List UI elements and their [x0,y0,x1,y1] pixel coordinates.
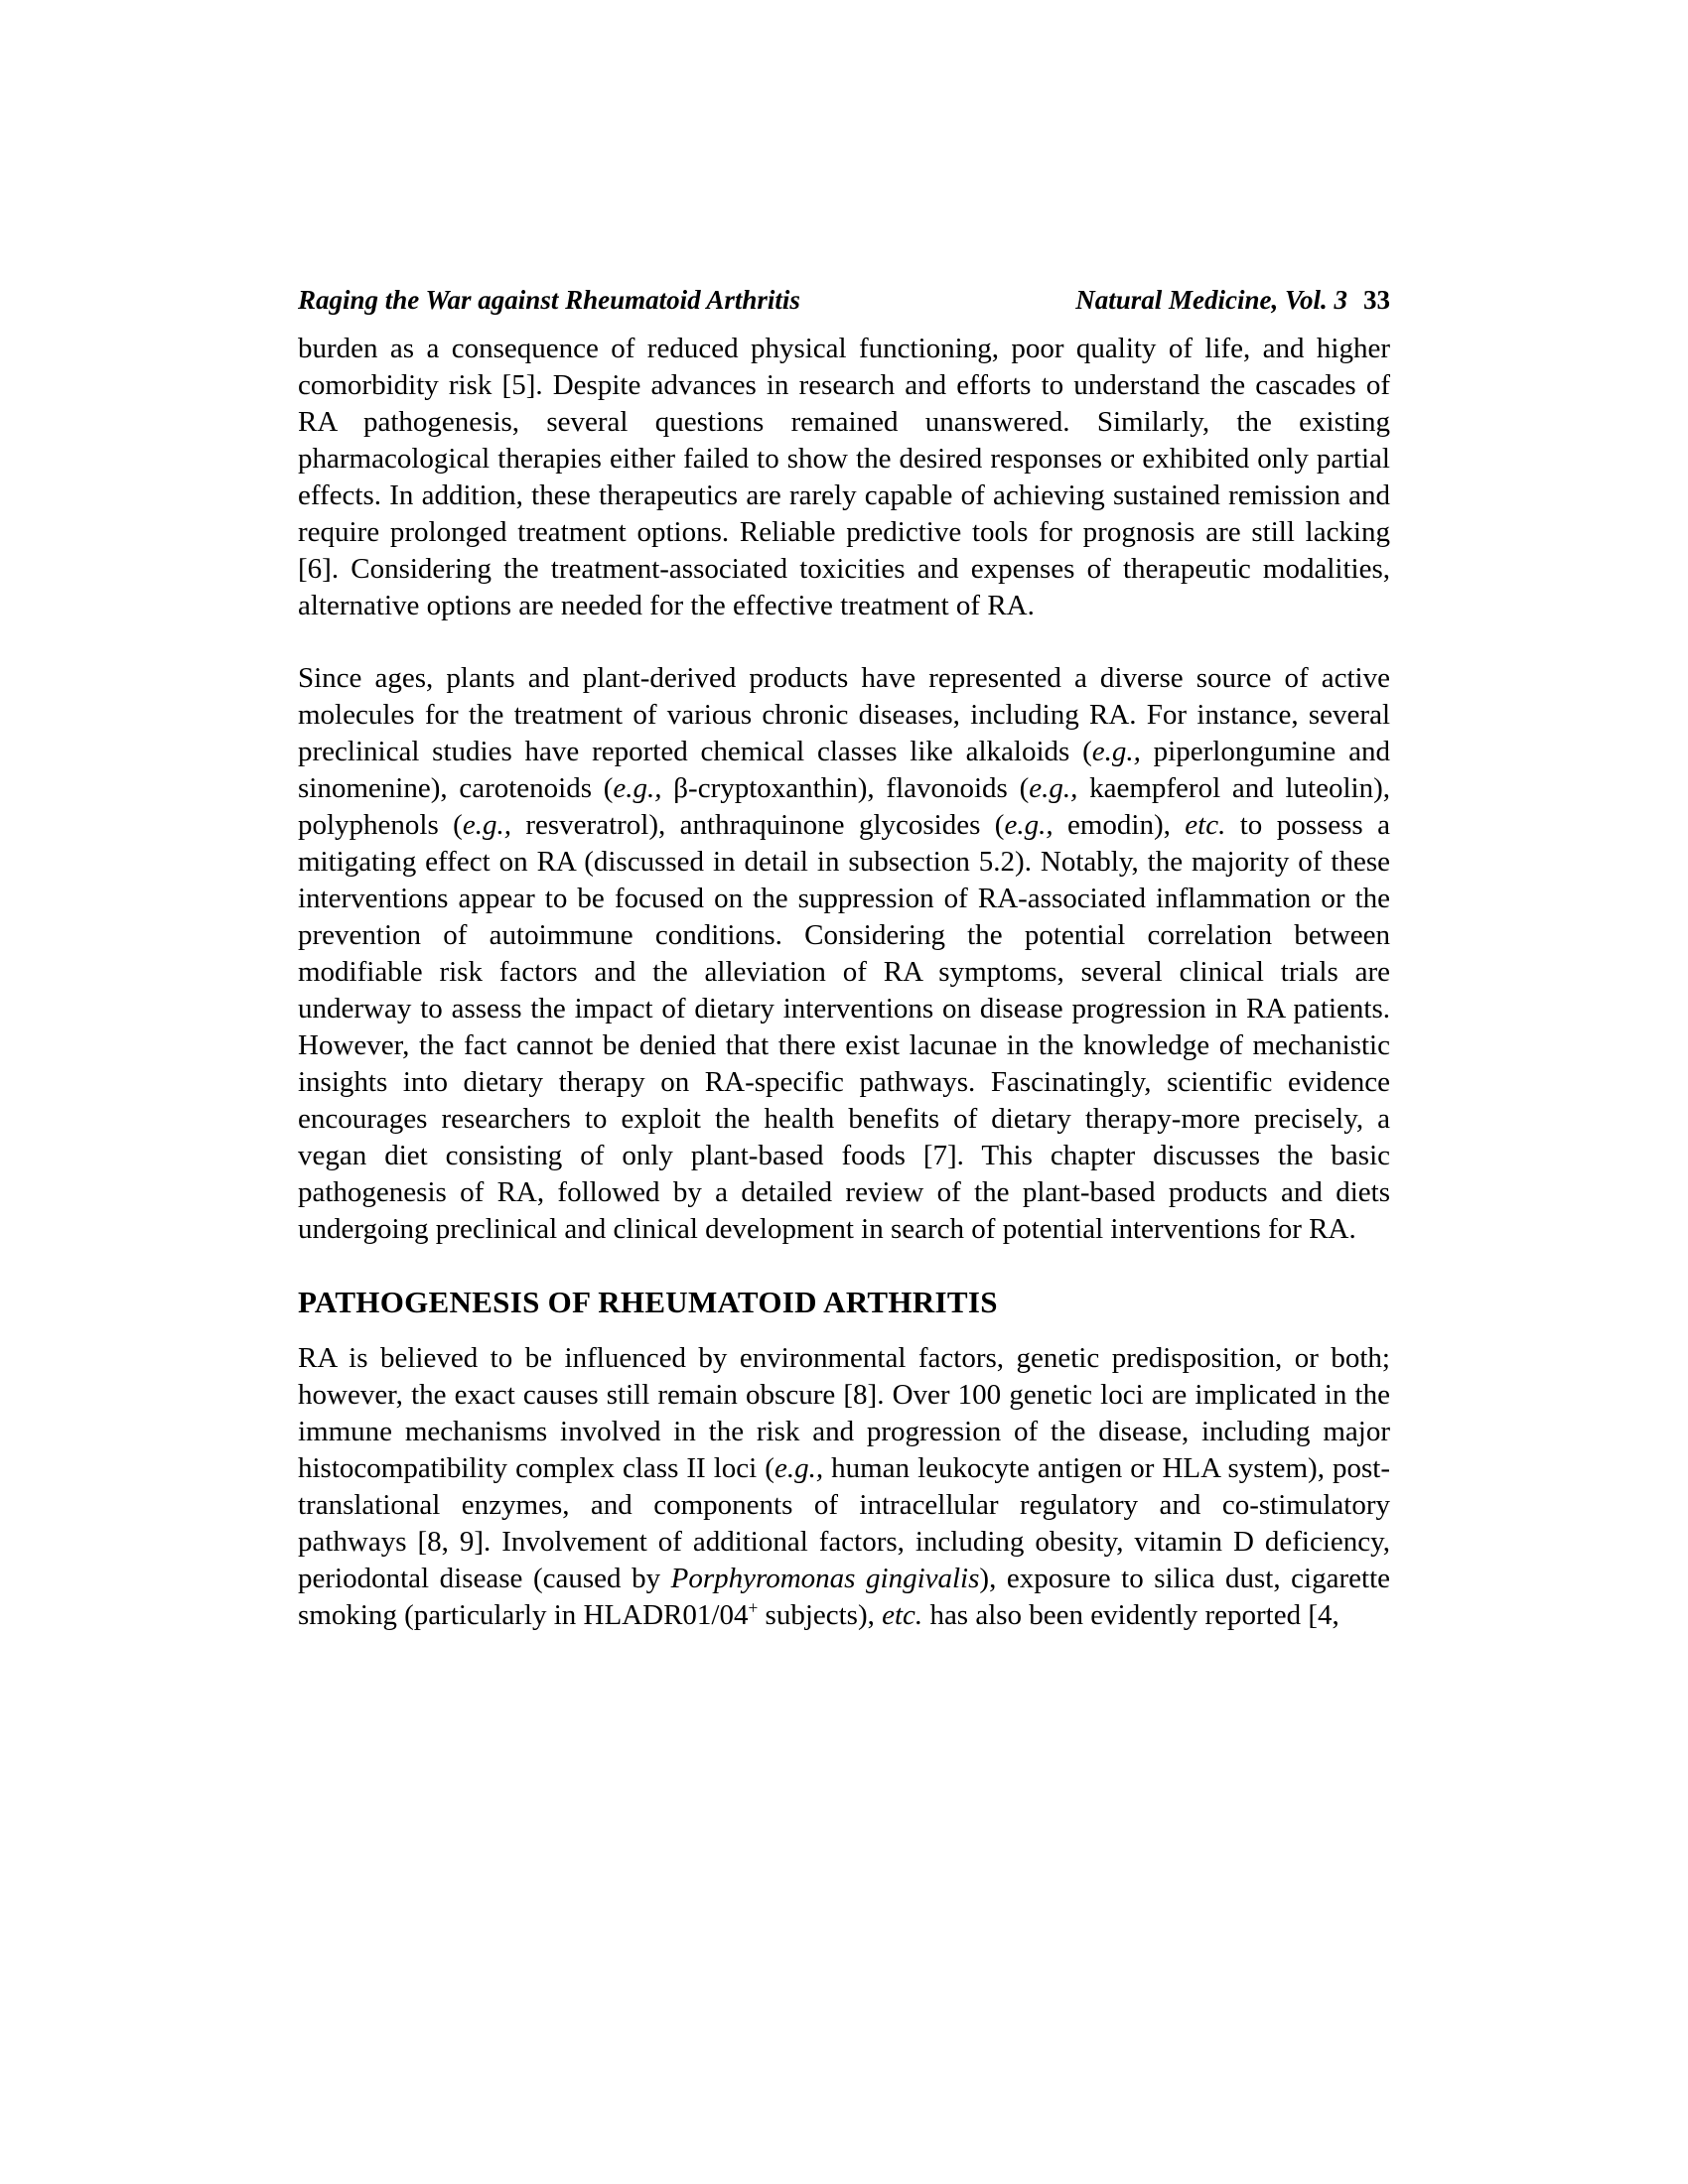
journal-volume-label: Natural Medicine, Vol. 3 [1075,285,1347,315]
page-content [298,283,1390,1634]
running-title: Raging the War against Rheumatoid Arthritis [298,285,800,315]
paragraph-ra-pathogenesis-factors: RA is believed to be influenced by environmental factors, genetic predisposition, or both; however, the exact causes still remain obscure [8]. Over 100 genetic loci are implicated in the immune mechanisms involved in the risk and progression of the disease, including major histocompatibility complex class II loci (e.g., human leukocyte antigen or HLA system), post-translational enzymes, and components of intracellular regulatory and co-stimulatory pathways [8, 9]. Involvement of additional factors, including obesity, vitamin D deficiency, periodontal disease (caused by Porphyromonas gingivalis), exposure to silica dust, cigarette smoking (particularly in HLADR01/04+ subjects), etc. has also been evidently reported [4, [298,1342,1391,1631]
running-header [298,283,1390,317]
page-number: 33 [1363,285,1390,315]
page-body [298,331,1390,1634]
header-right [1075,283,1390,317]
section-heading: PATHOGENESIS OF RHEUMATOID ARTHRITIS [298,1285,998,1319]
paragraph-plant-derived-products: Since ages, plants and plant-derived products have represented a diverse source of active molecules for the treatment of various chronic diseases, including RA. For instance, several preclinical studies have reported chemical classes like alkaloids (e.g., piperlongumine and sinomenine), carotenoids (e.g., β-cryptoxanthin), flavonoids (e.g., kaempferol and luteolin), polyphenols (e.g., resveratrol), anthraquinone glycosides (e.g., emodin), etc. to possess a mitigating effect on RA (discussed in detail in subsection 5.2). Notably, the majority of these interventions appear to be focused on the suppression of RA-associated inflammation or the prevention of autoimmune conditions. Considering the potential correlation between modifiable risk factors and the alleviation of RA symptoms, several clinical trials are underway to assess the impact of dietary interventions on disease progression in RA patients. However, the fact cannot be denied that there exist lacunae in the knowledge of mechanistic insights into dietary therapy on RA-specific pathways. Fascinatingly, scientific evidence encourages researchers to exploit the health benefits of dietary therapy-more precisely, a vegan diet consisting of only plant-based foods [7]. This chapter discusses the basic pathogenesis of RA, followed by a detailed review of the plant-based products and diets undergoing preclinical and clinical development in search of potential interventions for RA. [298,662,1390,1245]
paragraph-burden-comorbidity: burden as a consequence of reduced physical functioning, poor quality of life, and higher comorbidity risk [5]. Despite advances in research and efforts to understand the cascades of RA pathogenesis, several questions remained unanswered. Similarly, the existing pharmacological therapies either failed to show the desired responses or exhibited only partial effects. In addition, these therapeutics are rarely capable of achieving sustained remission and require prolonged treatment options. Reliable predictive tools for prognosis are still lacking [6]. Considering the treatment-associated toxicities and expenses of therapeutic modalities, alternative options are needed for the effective treatment of RA. [298,333,1390,621]
